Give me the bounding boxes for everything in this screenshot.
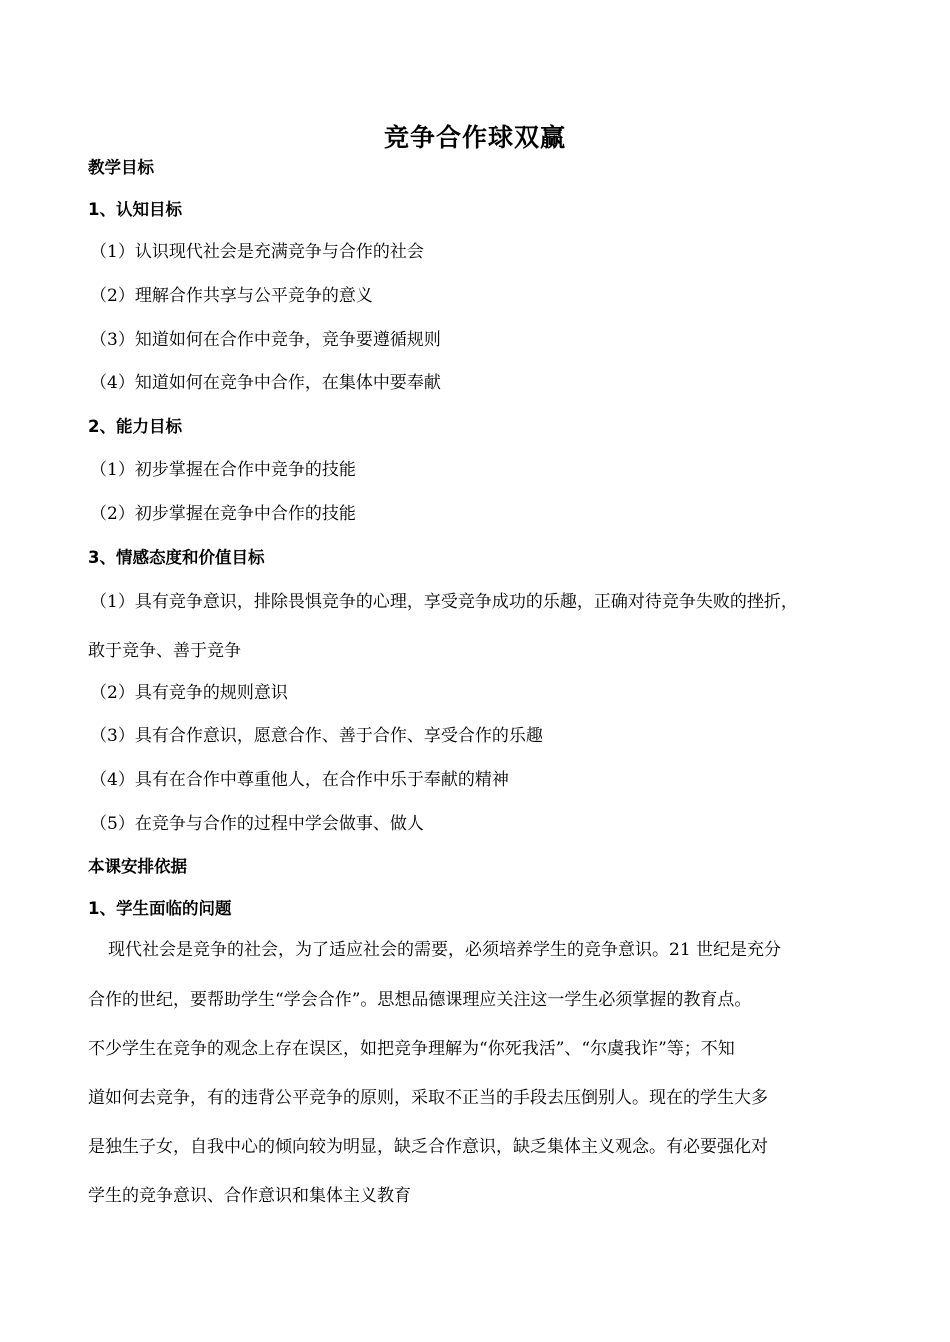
subheading-student-problems: 1、学生面临的问题: [88, 899, 232, 918]
paragraph-line: 不少学生在竞争的观念上存在误区，如把竞争理解为“你死我活”、“尔虞我诈”等；不知: [88, 1039, 735, 1059]
paragraph-line: 是独生子女，自我中心的倾向较为明显，缺乏合作意识，缺乏集体主义观念。有必要强化对: [88, 1137, 768, 1157]
list-item: （1）具有竞争意识，排除畏惧竞争的心理，享受竞争成功的乐趣，正确对待竞争失败的挫折，: [90, 592, 798, 612]
list-item: （1）初步掌握在合作中竞争的技能: [90, 460, 356, 480]
subheading-ability-goals: 2、能力目标: [88, 417, 182, 436]
list-item: （2）理解合作共享与公平竞争的意义: [90, 286, 373, 306]
subheading-cognitive-goals: 1、认知目标: [88, 200, 182, 219]
list-item: （3）知道如何在合作中竞争，竞争要遵循规则: [90, 330, 441, 350]
document-title: 竞争合作球双赢: [383, 123, 566, 152]
list-item: （2）初步掌握在竞争中合作的技能: [90, 504, 356, 524]
paragraph-line: 道如何去竞争，有的违背公平竞争的原则，采取不正当的手段去压倒别人。现在的学生大多: [88, 1088, 768, 1108]
paragraph-line: 合作的世纪，要帮助学生“学会合作”。思想品德课理应关注这一学生必须掌握的教育点。: [88, 990, 752, 1010]
list-item: （5）在竞争与合作的过程中学会做事、做人: [90, 814, 424, 834]
section-heading-teaching-goals: 教学目标: [88, 158, 154, 177]
list-item-continuation: 敢于竞争、善于竞争: [88, 641, 241, 661]
list-item: （4）具有在合作中尊重他人，在合作中乐于奉献的精神: [90, 770, 509, 790]
list-item: （2）具有竞争的规则意识: [90, 683, 288, 703]
subheading-emotion-goals: 3、情感态度和价值目标: [88, 548, 265, 567]
section-heading-lesson-basis: 本课安排依据: [88, 857, 187, 876]
list-item: （3）具有合作意识，愿意合作、善于合作、享受合作的乐趣: [90, 726, 543, 746]
list-item: （1）认识现代社会是充满竞争与合作的社会: [90, 242, 424, 262]
list-item: （4）知道如何在竞争中合作，在集体中要奉献: [90, 373, 441, 393]
paragraph-line: 学生的竞争意识、合作意识和集体主义教育: [88, 1186, 411, 1206]
paragraph-line: 现代社会是竞争的社会，为了适应社会的需要，必须培养学生的竞争意识。21 世纪是充分: [108, 940, 782, 960]
